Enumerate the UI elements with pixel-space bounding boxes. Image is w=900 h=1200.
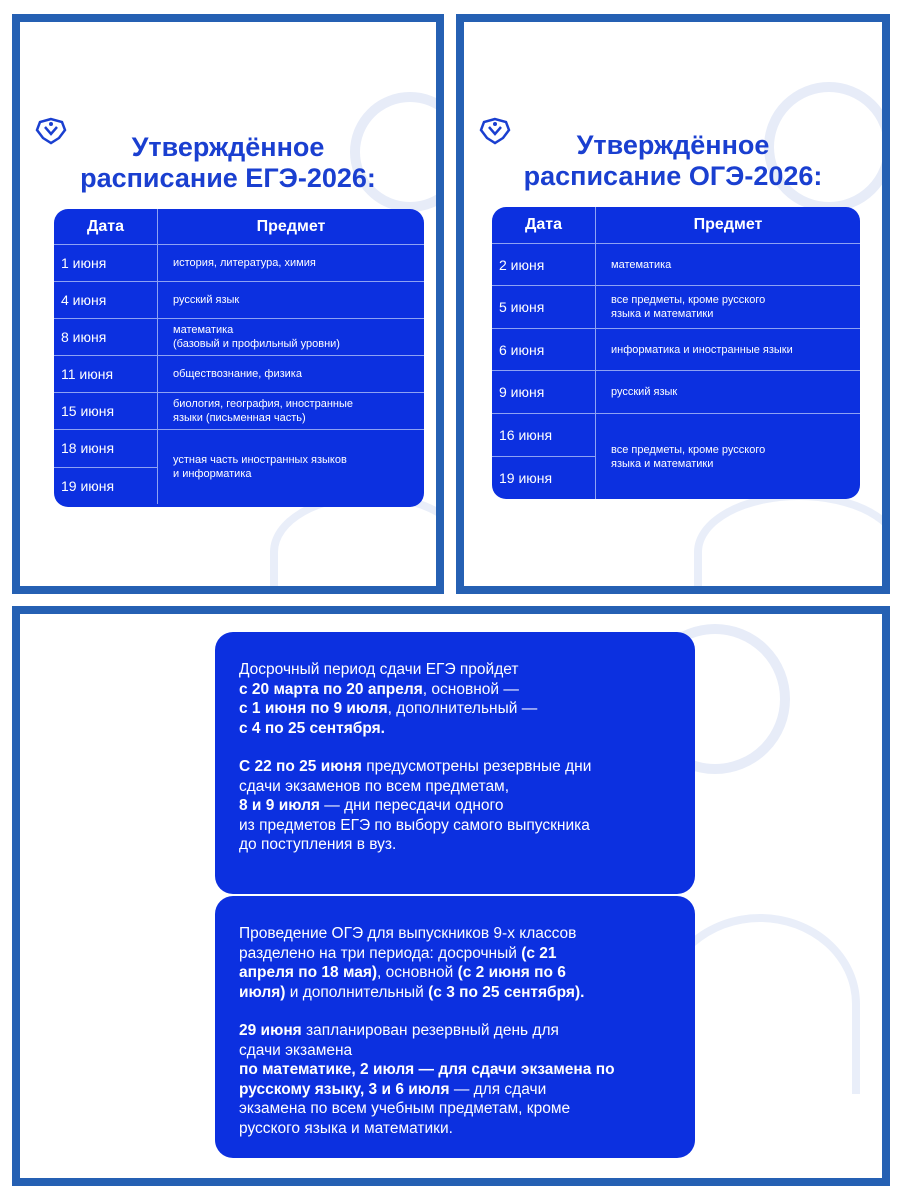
subject-line: все предметы, кроме русского [611,443,766,456]
text-fragment: разделено на три периода: досрочный [239,944,522,962]
subject-cell [158,393,424,429]
oge-periods-block [215,896,695,1158]
text-fragment: , основной [377,964,458,981]
exam-periods-card [12,606,890,1186]
date-cell: 16 июня [499,427,553,443]
bold-fragment: (с 3 по 25 сентября). [428,983,585,1001]
bold-fragment: (с 2 июня по 6 [457,964,566,981]
text-fragment: до поступления в вуз. [239,836,397,853]
table-row [54,245,424,282]
date-cell: 6 июня [499,341,545,358]
table-header [492,207,860,244]
bold-fragment: по математике, 2 июля — для сдачи экзамена по [239,1061,615,1078]
header-subject: Предмет [693,216,763,233]
table-row [492,286,860,329]
ege-periods-block [215,632,695,894]
text-fragment: запланирован резервный день для [301,1022,559,1039]
bold-fragment: с 4 по 25 сентября. [239,719,385,737]
date-cell: 2 июня [499,256,545,273]
text-fragment: , основной — [422,680,519,698]
page-title [464,130,882,192]
text-fragment: сдачи экзамена [239,1041,353,1059]
oge-periods-paragraph [239,924,671,1002]
date-cell: 5 июня [499,299,545,315]
title-line: Утверждённое [131,132,325,162]
table-row [492,371,860,414]
date-cell: 8 июня [61,329,107,345]
subject-line: все предметы, кроме русского [611,294,766,306]
subject-line: (базовый и профильный уровни) [173,338,340,350]
date-cell: 1 июня [61,255,107,271]
table-row [492,414,860,499]
ege-schedule-card [12,14,444,594]
text-fragment: предусмотрены резервные дни [361,758,592,775]
ege-schedule-table [54,209,424,507]
bold-fragment: (с 21 [521,944,557,962]
text-fragment: — дни пересдачи одного [319,797,504,814]
date-cell: 4 июня [61,292,107,308]
subject-cell [158,319,424,355]
subject-cell: информатика и иностранные языки [611,343,793,356]
watermark-arc [270,492,444,594]
subject-cell: история, литература, химия [173,257,316,269]
date-cell: 11 июня [61,366,114,382]
subject-line: биология, география, иностранные [173,398,354,410]
bold-fragment: русскому языку, 3 и 6 июля [239,1080,450,1098]
subject-line: языки (письменная часть) [173,412,306,424]
text-fragment: экзамена по всем учебным предметам, кроме [239,1100,571,1117]
text-fragment: из предметов ЕГЭ по выбору самого выпускника [239,816,590,834]
subject-line: и информатика [173,468,252,480]
date-cell: 9 июня [499,384,545,400]
table-row [54,282,424,319]
oge-reserve-paragraph [239,1021,671,1138]
subject-line: языка и математики [611,308,714,320]
header-subject: Предмет [256,217,326,235]
text-fragment: русского языка и математики. [239,1119,453,1137]
table-row [54,319,424,356]
page-title [20,132,436,194]
text-fragment: сдачи экзаменов по всем предметам, [239,777,510,795]
table-header [54,209,424,245]
bold-fragment: 8 и 9 июля [239,797,320,814]
bold-fragment: июля) [239,983,286,1001]
text-fragment: — для сдачи [449,1080,547,1098]
bold-fragment: 29 июня [239,1022,302,1039]
subject-cell [596,286,860,328]
bold-fragment: с 1 июня по 9 июля [239,700,388,717]
bold-fragment: с 20 марта по 20 апреля [239,680,423,698]
table-row [492,329,860,371]
subject-cell: математика [611,258,672,271]
title-line: расписание ЕГЭ-2026: [80,163,376,193]
date-cell: 18 июня [61,440,115,457]
ege-reserve-paragraph [239,757,671,855]
table-row [54,393,424,430]
watermark-arc [694,492,890,594]
text-fragment: Проведение ОГЭ для выпускников 9-х классов [239,925,577,942]
text-fragment: Досрочный период сдачи ЕГЭ пройдет [239,661,519,678]
date-cell: 19 июня [492,456,595,499]
text-fragment: , дополнительный — [387,700,538,717]
table-row [492,244,860,286]
date-cell: 15 июня [61,403,115,419]
header-date: Дата [54,209,158,244]
bold-fragment: апреля по 18 мая) [239,964,378,981]
table-row [54,430,424,504]
subject-cell: русский язык [173,294,240,306]
subject-line: языка и математики [611,457,714,470]
subject-cell: русский язык [611,386,678,398]
subject-cell [158,430,424,504]
table-row [54,356,424,393]
header-date: Дата [492,207,596,243]
subject-line: устная часть иностранных языков [173,454,347,466]
oge-schedule-card [456,14,890,594]
ege-periods-paragraph [239,660,671,738]
subject-line: математика [173,324,234,336]
date-cell: 19 июня [54,467,157,505]
oge-schedule-table [492,207,860,499]
title-line: расписание ОГЭ-2026: [523,161,823,191]
text-fragment: и дополнительный [285,983,429,1001]
subject-cell: обществознание, физика [173,368,302,380]
title-line: Утверждённое [576,130,770,160]
subject-cell [596,414,860,499]
bold-fragment: С 22 по 25 июня [239,758,362,775]
